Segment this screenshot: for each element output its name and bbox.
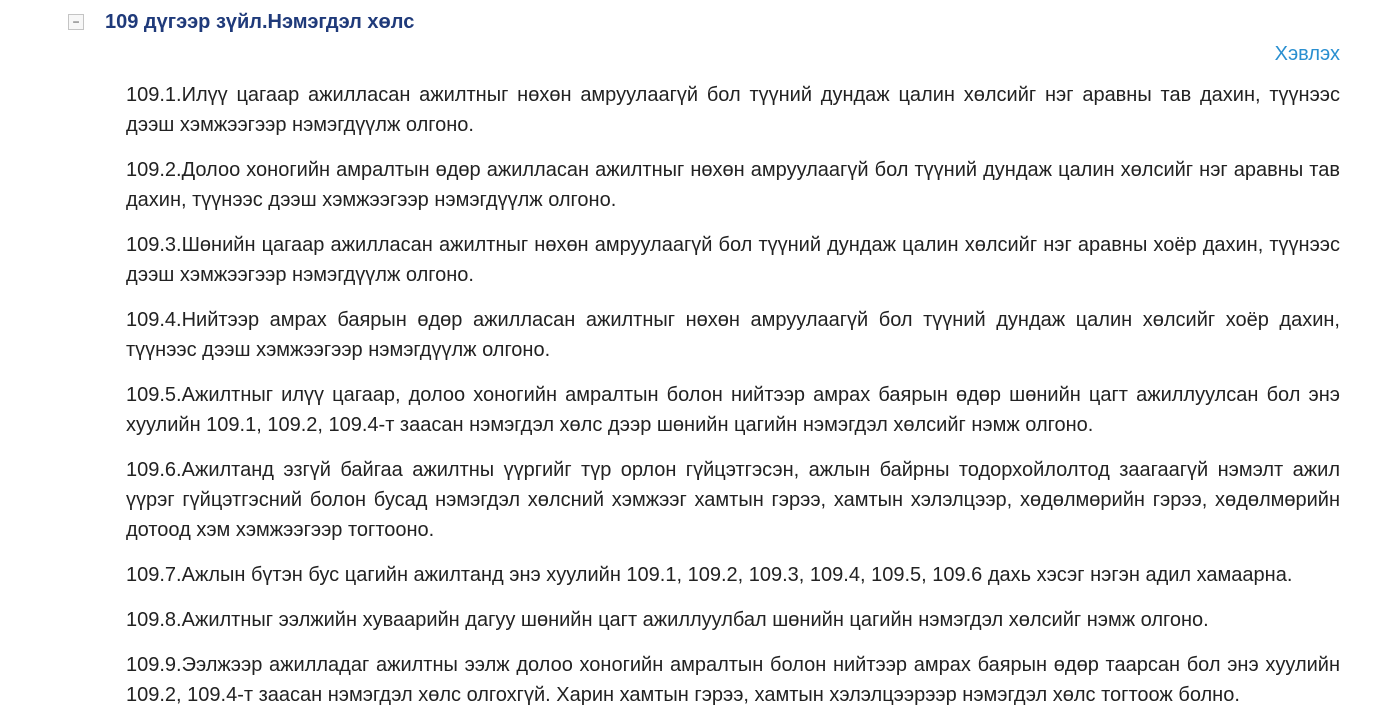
clause-109-4: 109.4.Нийтээр амрах баярын өдөр ажилласан ажилтныг нөхөн амруулаагүй бол түүний дундаж цалин хөлсийг хоёр дахин, түүнээс дээш хэмжээгээр нэмэгдүүлж олгоно. (126, 309, 1340, 361)
clause-109-1: 109.1.Илүү цагаар ажилласан ажилтныг нөхөн амруулаагүй бол түүний дундаж цалин хөлсийг нэг аравны тав дахин, түүнээс дээш хэмжээгээр нэмэгдүүлж олгоно. (126, 84, 1340, 136)
clause-109-9: 109.9.Ээлжээр ажилладаг ажилтны ээлж долоо хоногийн амралтын болон нийтээр амрах баярын өдөр таарсан бол энэ хуулийн 109.2, 109.4-т заасан нэмэгдэл хөлс олгохгүй. Харин хамтын гэрээ, хамтын хэлэлцээрээр нэмэгдэл хөлс тогтоож болно. (126, 654, 1340, 706)
print-link[interactable]: Хэвлэх (1274, 43, 1340, 65)
collapse-toggle-icon[interactable]: − (68, 14, 84, 30)
clause-109-8: 109.8.Ажилтныг ээлжийн хуваарийн дагуу шөнийн цагт ажиллуулбал шөнийн цагийн нэмэгдэл хөлсийг нэмж олгоно. (126, 609, 1209, 631)
clause-109-6: 109.6.Ажилтанд эзгүй байгаа ажилтны үүргийг түр орлон гүйцэтгэсэн, ажлын байрны тодорхойлолтод заагаагүй нэмэлт ажил үүрэг гүйцэтгэсний болон бусад нэмэгдэл хөлсний хэмжээг хамтын гэрээ, хамтын хэлэлцээр, хөдөлмөрийн гэрээ, хөдөлмөрийн дотоод хэм хэмжээгээр тогтооно. (126, 459, 1340, 541)
clause-109-5: 109.5.Ажилтныг илүү цагаар, долоо хоногийн амралтын болон нийтээр амрах баярын өдөр шөнийн цагт ажиллуулсан бол энэ хуулийн 109.1, 109.2, 109.4-т заасан нэмэгдэл хөлс дээр шөнийн цагийн нэмэгдэл хөлсийг нэмж олгоно. (126, 384, 1340, 436)
clause-109-3: 109.3.Шөнийн цагаар ажилласан ажилтныг нөхөн амруулаагүй бол түүний дундаж цалин хөлсийг нэг аравны хоёр дахин, түүнээс дээш хэмжээгээр нэмэгдүүлж олгоно. (126, 234, 1340, 286)
article-header (68, 8, 414, 36)
article-title: 109 дүгээр зүйл.Нэмэгдэл хөлс (105, 10, 415, 33)
article-content (126, 80, 1340, 723)
clause-109-2: 109.2.Долоо хоногийн амралтын өдөр ажилласан ажилтныг нөхөн амруулаагүй бол түүний дундаж цалин хөлсийг нэг аравны тав дахин, түүнээс дээш хэмжээгээр нэмэгдүүлж олгоно. (126, 159, 1340, 211)
clause-109-7: 109.7.Ажлын бүтэн бус цагийн ажилтанд энэ хуулийн 109.1, 109.2, 109.3, 109.4, 109.5, 109.6 дахь хэсэг нэгэн адил хамаарна. (126, 564, 1293, 586)
